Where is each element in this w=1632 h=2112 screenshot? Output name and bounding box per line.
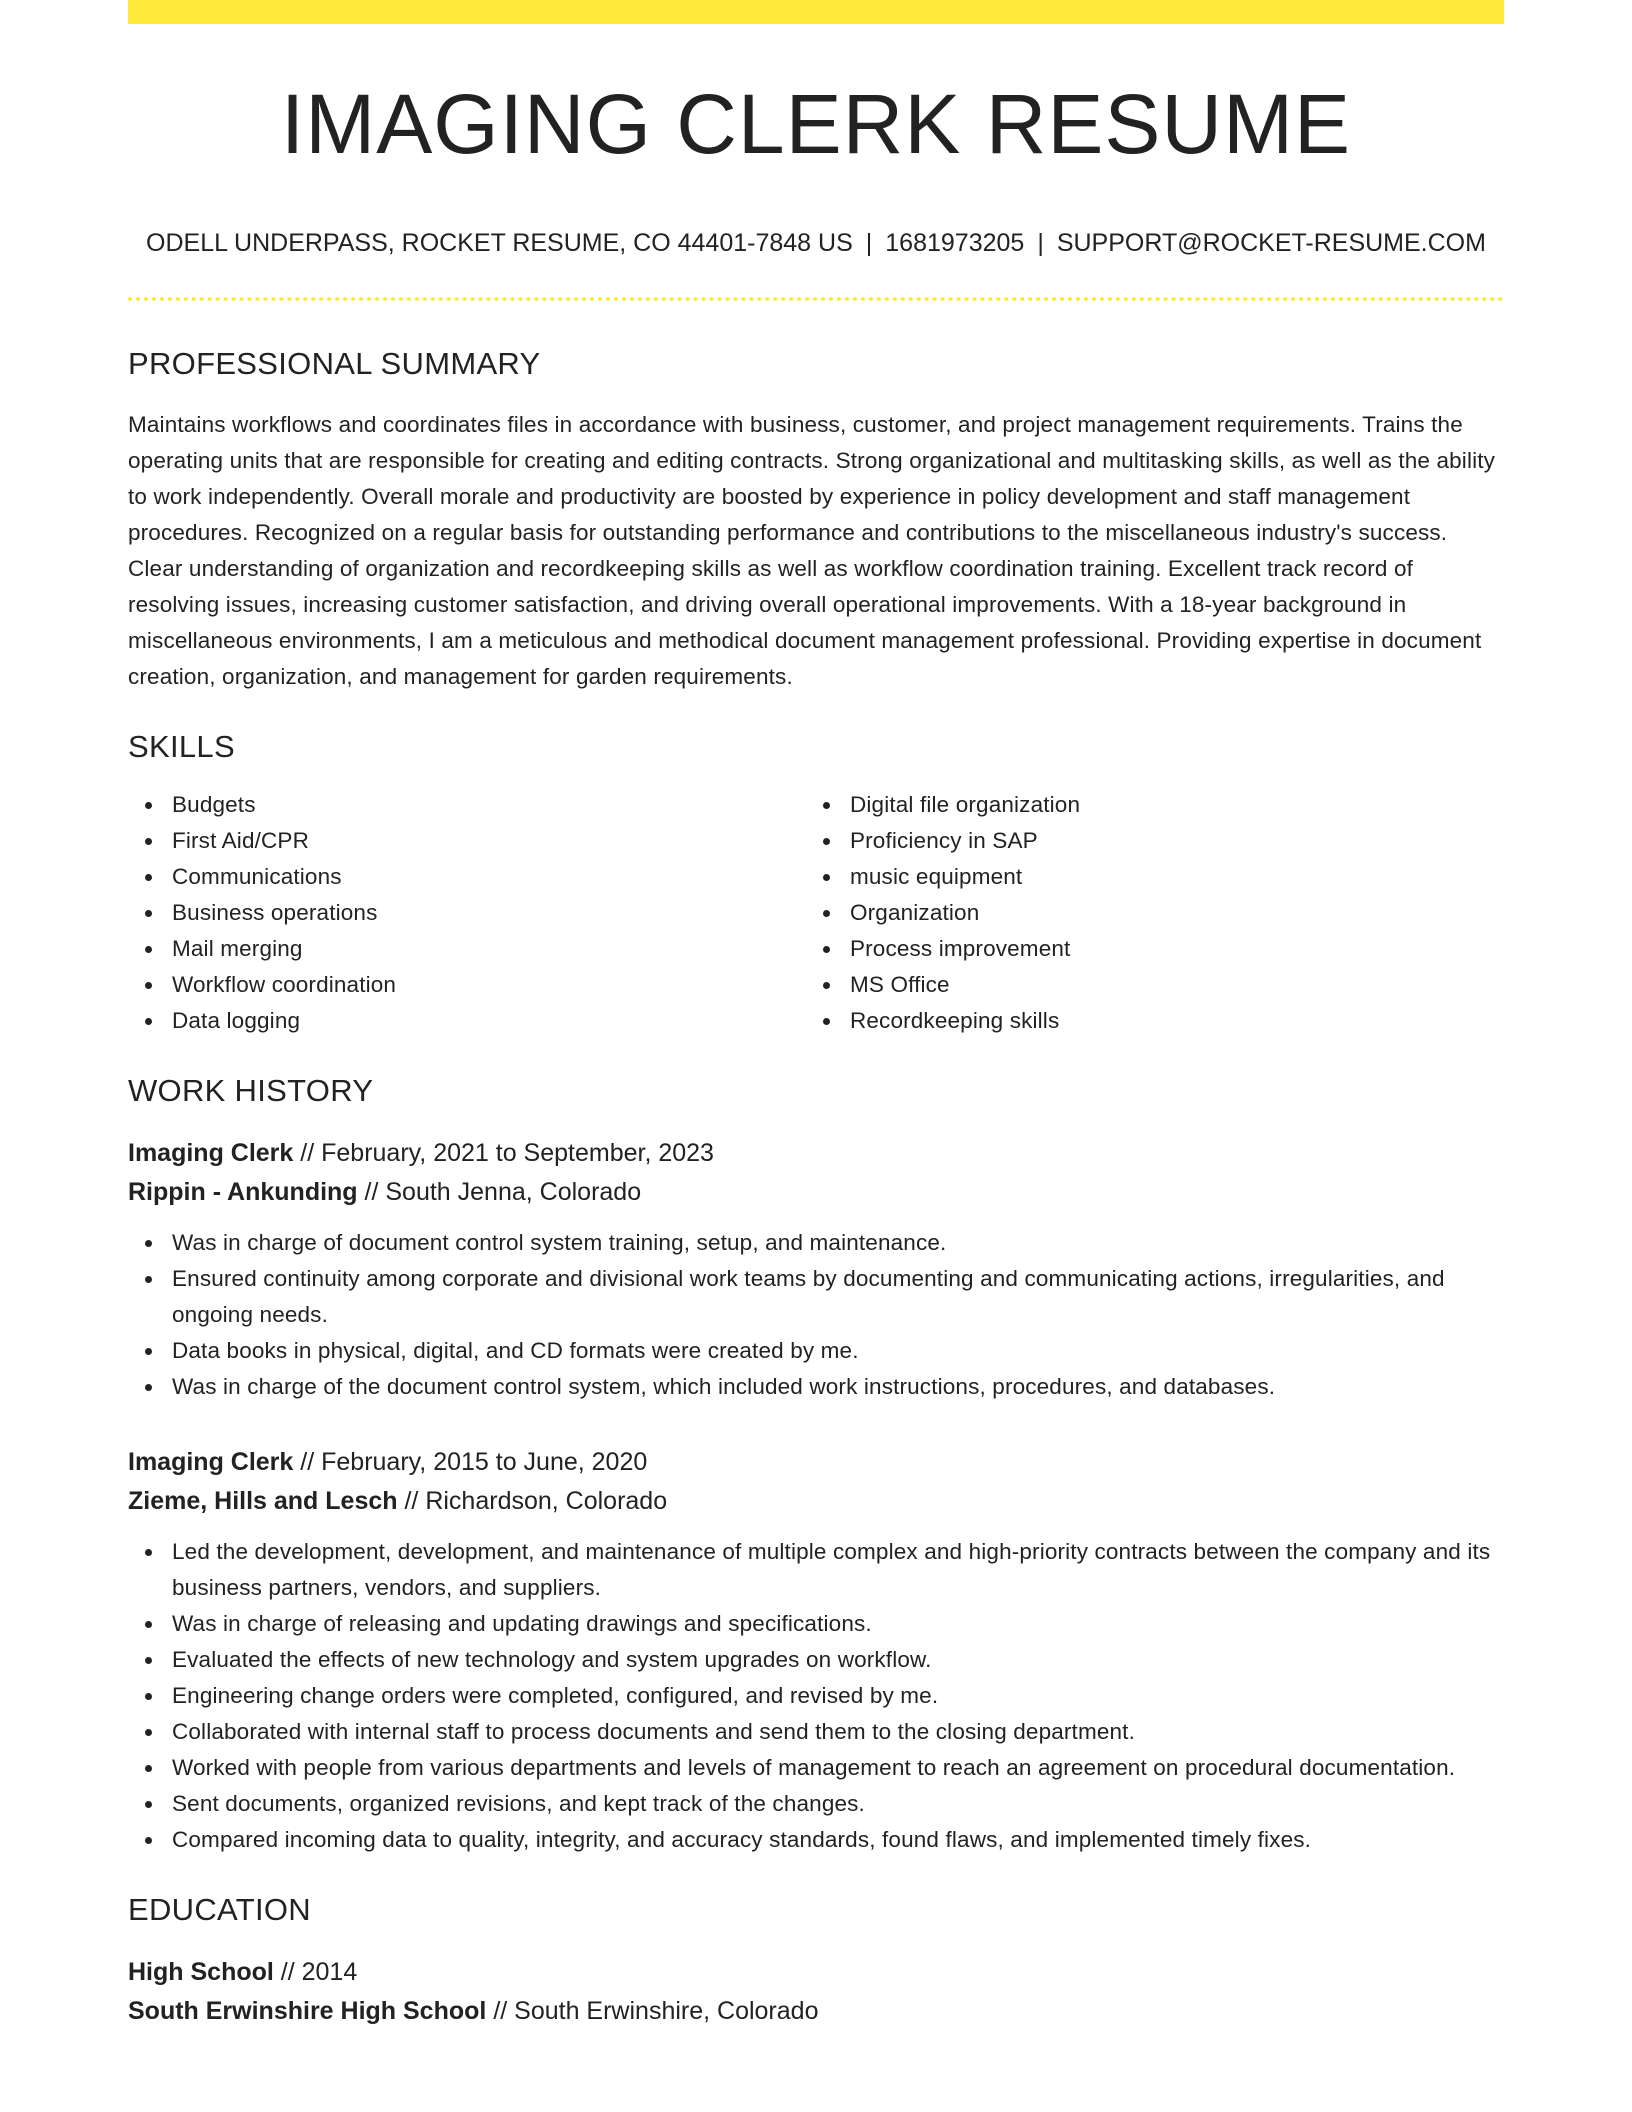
dotted-divider — [128, 297, 1504, 301]
job-title: Imaging Clerk — [128, 1139, 294, 1167]
education-school: South Erwinshire High School — [128, 1997, 487, 2025]
job-bullet: Evaluated the effects of new technology and system upgrades on workflow. — [128, 1642, 1504, 1678]
job-bullet: Collaborated with internal staff to process documents and send them to the closing department. — [128, 1714, 1504, 1750]
skills-columns — [128, 787, 1504, 1039]
contact-line — [128, 231, 1504, 256]
skill-item: Digital file organization — [806, 787, 1484, 823]
education-location: // South Erwinshire, Colorado — [493, 1997, 819, 2025]
contact-separator: | — [1037, 229, 1044, 257]
skill-item: Mail merging — [128, 931, 806, 967]
skill-item: First Aid/CPR — [128, 823, 806, 859]
resume-page — [128, 0, 1504, 2031]
skill-item: Process improvement — [806, 931, 1484, 967]
job-bullet: Compared incoming data to quality, integrity, and accuracy standards, found flaws, and implemented timely fixes. — [128, 1822, 1504, 1858]
summary-text: Maintains workflows and coordinates files in accordance with business, customer, and project management requirements. Trains the operating units that are responsible for creating and editing contracts. Strong organizational and multitasking skills, as well as the ability to work independently. Overall morale and productivity are boosted by experience in policy development and staff management procedures. Recognized on a regular basis for outstanding performance and contributions to the miscellaneous industry's success. Clear understanding of organization and recordkeeping skills as well as workflow coordination training. Excellent track record of resolving issues, increasing customer satisfaction, and driving overall operational improvements. With a 18-year background in miscellaneous environments, I am a meticulous and methodical document management professional. Providing expertise in document creation, organization, and management for garden requirements. — [128, 412, 1496, 689]
education-school-line — [128, 1992, 1504, 2031]
job-bullet: Data books in physical, digital, and CD formats were created by me. — [128, 1333, 1504, 1369]
job-location: // South Jenna, Colorado — [364, 1178, 642, 1206]
contact-phone: 1681973205 — [885, 229, 1025, 257]
contact-separator: | — [865, 229, 873, 257]
skill-item: Data logging — [128, 1003, 806, 1039]
job-bullet: Worked with people from various departments and levels of management to reach an agreement on procedural documentation. — [128, 1750, 1504, 1786]
job-company-line — [128, 1482, 1504, 1521]
skill-item: Business operations — [128, 895, 806, 931]
job-bullet: Was in charge of releasing and updating drawings and specifications. — [128, 1606, 1504, 1642]
job-title-line — [128, 1134, 1504, 1173]
contact-address: ODELL UNDERPASS, ROCKET RESUME, CO 44401-7848 US — [146, 229, 853, 257]
job-bullet: Engineering change orders were completed, configured, and revised by me. — [128, 1678, 1504, 1714]
job-entry — [128, 1134, 1504, 1405]
job-title: Imaging Clerk — [128, 1448, 294, 1476]
job-bullet: Was in charge of the document control system, which included work instructions, procedures, and databases. — [128, 1369, 1504, 1405]
job-company: Rippin - Ankunding — [128, 1178, 358, 1206]
education-heading: EDUCATION — [128, 1892, 311, 1927]
job-bullets — [128, 1534, 1504, 1858]
summary-heading: PROFESSIONAL SUMMARY — [128, 346, 541, 381]
job-bullet: Was in charge of document control system training, setup, and maintenance. — [128, 1225, 1504, 1261]
skill-item: Communications — [128, 859, 806, 895]
skill-item: Budgets — [128, 787, 806, 823]
education-entry — [128, 1953, 1504, 2031]
job-dates: // February, 2015 to June, 2020 — [300, 1448, 648, 1476]
job-bullets — [128, 1225, 1504, 1405]
job-bullet: Led the development, development, and maintenance of multiple complex and high-priority contracts between the company and its business partners, vendors, and suppliers. — [128, 1534, 1504, 1606]
skill-item: Organization — [806, 895, 1484, 931]
work-history-heading: WORK HISTORY — [128, 1073, 374, 1108]
job-title-line — [128, 1443, 1504, 1482]
job-dates: // February, 2021 to September, 2023 — [300, 1139, 714, 1167]
job-location: // Richardson, Colorado — [404, 1487, 668, 1515]
education-degree: High School — [128, 1958, 274, 1986]
skill-item: Workflow coordination — [128, 967, 806, 1003]
skills-heading: SKILLS — [128, 729, 235, 764]
resume-title: IMAGING CLERK RESUME — [280, 77, 1352, 171]
top-accent-bar — [128, 0, 1504, 24]
job-entry — [128, 1443, 1504, 1858]
contact-email: SUPPORT@ROCKET-RESUME.COM — [1056, 229, 1486, 257]
education-year: // 2014 — [280, 1958, 358, 1986]
job-bullet: Sent documents, organized revisions, and kept track of the changes. — [128, 1786, 1504, 1822]
skill-item: music equipment — [806, 859, 1484, 895]
skills-list-right — [806, 787, 1484, 1039]
skill-item: Proficiency in SAP — [806, 823, 1484, 859]
education-degree-line — [128, 1953, 1504, 1992]
skills-list-left — [128, 787, 806, 1039]
job-company: Zieme, Hills and Lesch — [128, 1487, 398, 1515]
job-company-line — [128, 1173, 1504, 1212]
skill-item: Recordkeeping skills — [806, 1003, 1484, 1039]
job-bullet: Ensured continuity among corporate and divisional work teams by documenting and communicating actions, irregularities, and ongoing needs. — [128, 1261, 1504, 1333]
skill-item: MS Office — [806, 967, 1484, 1003]
